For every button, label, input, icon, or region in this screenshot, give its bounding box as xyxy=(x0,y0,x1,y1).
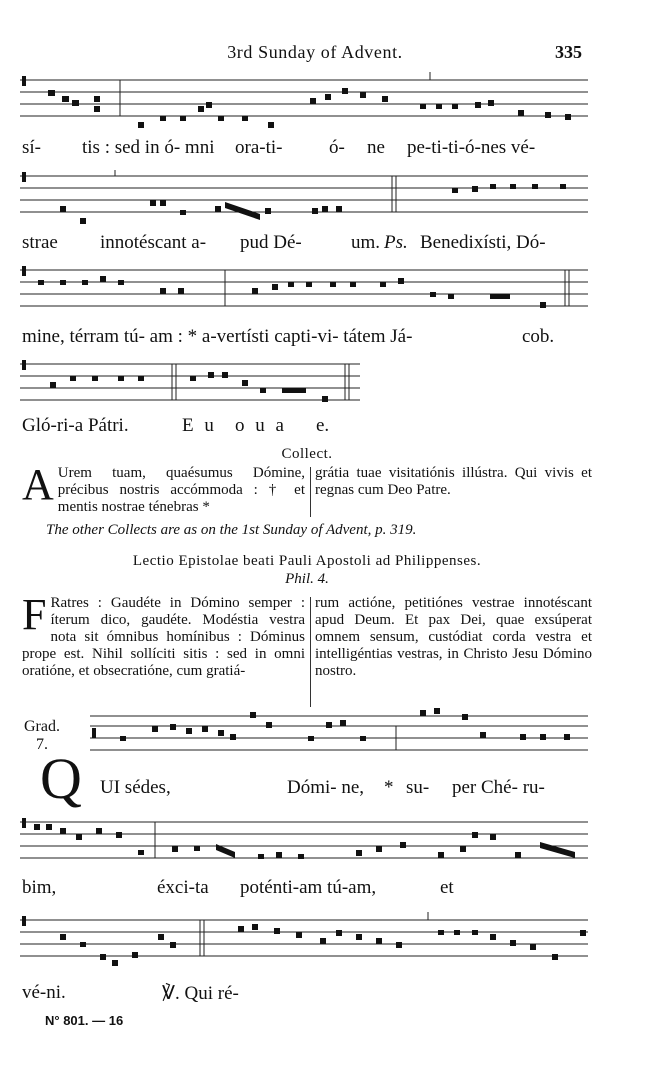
collect-right-column xyxy=(315,465,592,499)
chant-staff xyxy=(20,812,588,874)
column-divider xyxy=(310,467,311,517)
epistle-text xyxy=(22,590,592,707)
lyric-syllable: tis : sed in ó- mni xyxy=(82,137,215,158)
running-header: 3rd Sunday of Advent. xyxy=(227,42,403,62)
epistle-left-text: Ratres : Gaudéte in Dómino semper : íterum dico, gaudéte. Modéstia vestra nota sit ómnibus homínibus : Dóminus prope est. Nihil sollíciti sitis : sed in omni oratióne, et obsecratióne, cum gratiá- xyxy=(22,595,305,679)
page-number: 335 xyxy=(555,42,582,62)
epistle-right-text: rum actióne, petitiónes vestrae innotéscant apud Deum. Et pax Dei, quae exsúperat omnem sensum, custódiat corda vestra et intelligéntias vestras, in Christo Jesu Dómino nostro. xyxy=(315,595,592,679)
lyric-syllable: Ps. xyxy=(384,232,408,253)
lyric-syllable: cob. xyxy=(522,326,555,347)
epistle-left-column xyxy=(22,590,305,680)
lyric-syllable: E u xyxy=(182,415,217,436)
lyric-syllable: um. xyxy=(351,232,381,253)
lyric-syllable: Gló-ri-a Pátri. xyxy=(22,415,129,436)
lyric-syllable: Dómi- ne, xyxy=(287,777,365,798)
gradual-initial: Q xyxy=(40,746,82,811)
lyric-syllable: vé-ni. xyxy=(22,982,66,1003)
collect-title: Collect. xyxy=(281,446,333,462)
lyric-syllable: ne xyxy=(367,137,385,158)
lyric-syllable: ora-ti- xyxy=(235,137,283,158)
collect-note: The other Collects are as on the 1st Sunday of Advent, p. 319. xyxy=(46,522,417,538)
lyric-syllable: strae xyxy=(22,232,58,253)
chant-staff xyxy=(20,72,588,134)
column-divider xyxy=(310,597,311,707)
lyric-syllable: pud Dé- xyxy=(240,232,302,253)
lyric-syllable: * xyxy=(384,777,394,798)
lyric-syllable: bim, xyxy=(22,877,57,898)
chant-staff xyxy=(90,704,588,754)
epistle-title: Lectio Epistolae beati Pauli Apostoli ad Philippenses. xyxy=(132,553,482,569)
lyric-syllable: innotéscant a- xyxy=(100,232,207,253)
lyric-syllable: per Ché- ru- xyxy=(452,777,545,798)
chant-staff xyxy=(20,356,360,412)
lyric-syllable: ℣. Qui ré- xyxy=(162,983,239,1004)
lyric-syllable: UI sédes, xyxy=(100,777,171,798)
lyric-syllable: ó- xyxy=(329,137,345,158)
chant-staff xyxy=(20,262,588,322)
dropcap: A xyxy=(22,460,54,509)
lyric-syllable: éxci-ta xyxy=(157,877,209,898)
epistle-reference: Phil. 4. xyxy=(285,571,329,587)
lyric-syllable: mine, térram tú- am : * a-vertísti capti-vi- tátem Já- xyxy=(22,326,413,347)
collect-left-column xyxy=(22,460,305,516)
collect-right-text: grátia tuae visitatiónis illústra. Qui vivis et regnas cum Deo Patre. xyxy=(315,465,592,498)
collect-text xyxy=(22,460,592,517)
lyric-syllable: sí- xyxy=(22,137,41,158)
lyric-syllable: pe-ti-ti-ó-nes vé- xyxy=(407,137,536,158)
lyric-syllable: et xyxy=(440,877,454,898)
chant-staff xyxy=(20,908,588,974)
gradual-label-text: Grad. xyxy=(24,718,60,735)
dropcap: F xyxy=(22,590,47,639)
lyric-syllable: Benedixísti, Dó- xyxy=(420,232,546,253)
collect-left-text: Urem tuam, quaésumus Dómine, précibus nostris accómmoda : † et mentis nostrae ténebras * xyxy=(57,465,305,515)
lyric-syllable: e. xyxy=(316,415,330,436)
lyric-syllable: o u a xyxy=(235,415,287,436)
chant-staff xyxy=(20,170,588,230)
lyric-syllable: poténti-am tú-am, xyxy=(240,877,377,898)
gradual-mode: 7. xyxy=(35,736,48,753)
footer-code: N° 801. — 16 xyxy=(45,1013,124,1028)
lyric-syllable: su- xyxy=(406,777,430,798)
epistle-right-column xyxy=(315,595,592,680)
